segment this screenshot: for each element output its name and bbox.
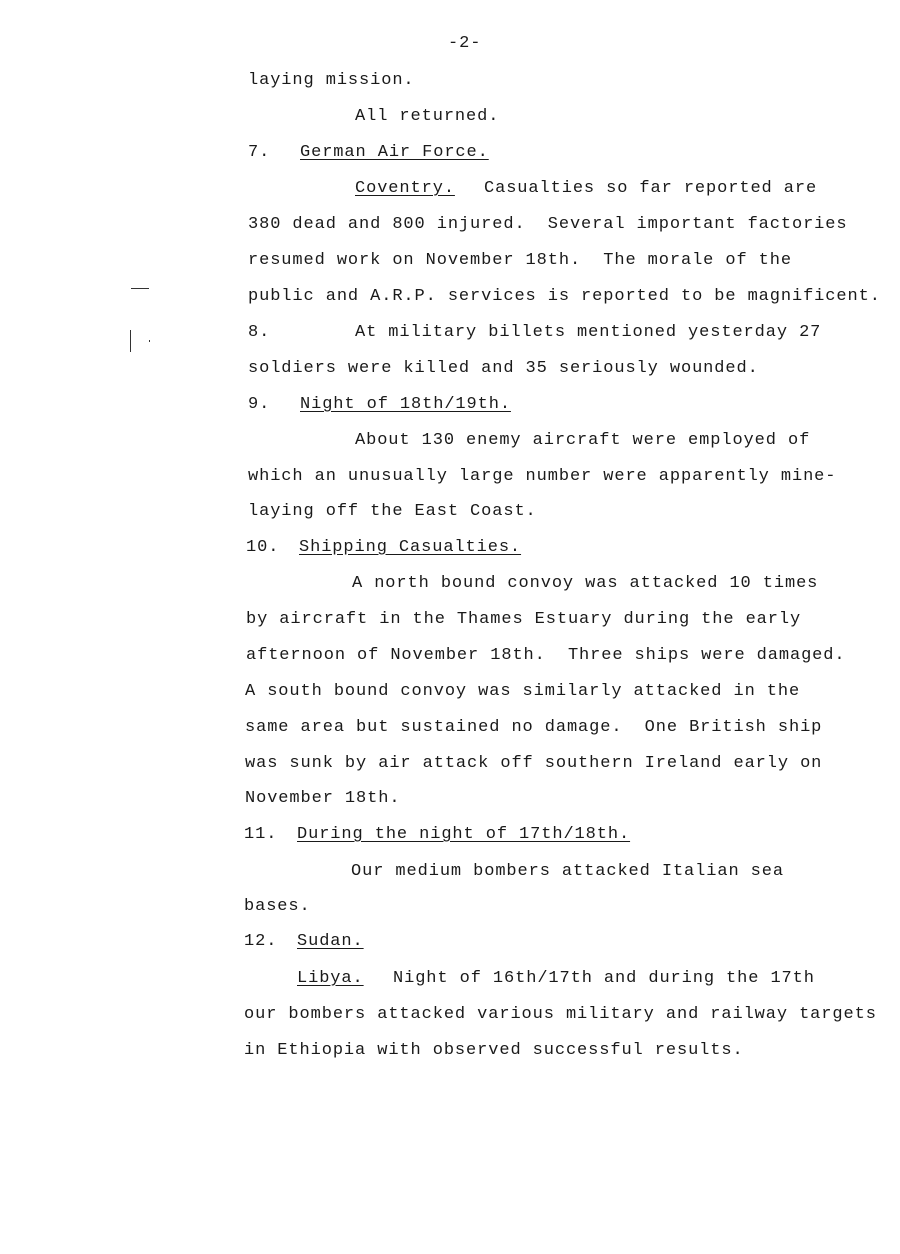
text-line: 380 dead and 800 injured. Several important factories (248, 215, 848, 234)
subsection-heading: Coventry. (355, 179, 455, 198)
text-line: laying off the East Coast. (248, 502, 537, 521)
section-number: 8. (248, 323, 271, 342)
text-line: soldiers were killed and 35 seriously wounded. (248, 359, 759, 378)
text-line: in Ethiopia with observed successful results. (244, 1041, 744, 1060)
text-line: Casualties so far reported are (484, 179, 818, 198)
section-heading: Sudan. (297, 932, 364, 951)
text-line: Night of 16th/17th and during the 17th (393, 969, 815, 988)
text-line: our bombers attacked various military and railway targets (244, 1005, 877, 1024)
margin-mark (149, 340, 150, 342)
section-heading: German Air Force. (300, 143, 489, 162)
text-line: Our medium bombers attacked Italian sea (351, 862, 784, 881)
text-line: bases. (244, 897, 311, 916)
section-number: 12. (244, 932, 278, 951)
section-heading: Night of 18th/19th. (300, 395, 511, 414)
text-line: by aircraft in the Thames Estuary during the early (246, 610, 802, 629)
section-number: 10. (246, 538, 280, 557)
text-line: All returned. (355, 107, 500, 126)
text-line: At military billets mentioned yesterday 27 (355, 323, 822, 342)
text-line: laying mission. (248, 71, 415, 90)
margin-mark (130, 330, 131, 352)
text-line: November 18th. (245, 789, 401, 808)
text-line: A north bound convoy was attacked 10 times (352, 574, 819, 593)
text-line: resumed work on November 18th. The morale of the (248, 251, 792, 270)
text-line: About 130 enemy aircraft were employed of (355, 431, 811, 450)
text-line: public and A.R.P. services is reported to be magnificent. (248, 287, 881, 306)
section-number: 11. (244, 825, 278, 844)
section-heading: Shipping Casualties. (299, 538, 522, 557)
text-line: afternoon of November 18th. Three ships were damaged. (246, 646, 846, 665)
subsection-heading: Libya. (297, 969, 364, 988)
text-line: which an unusually large number were apparently mine- (248, 467, 837, 486)
section-heading: During the night of 17th/18th. (297, 825, 631, 844)
text-line: was sunk by air attack off southern Ireland early on (245, 754, 823, 773)
text-line: A south bound convoy was similarly attacked in the (245, 682, 801, 701)
margin-mark (131, 288, 149, 289)
page-number: -2- (448, 34, 482, 53)
text-line: same area but sustained no damage. One British ship (245, 718, 823, 737)
section-number: 7. (248, 143, 271, 162)
section-number: 9. (248, 395, 271, 414)
